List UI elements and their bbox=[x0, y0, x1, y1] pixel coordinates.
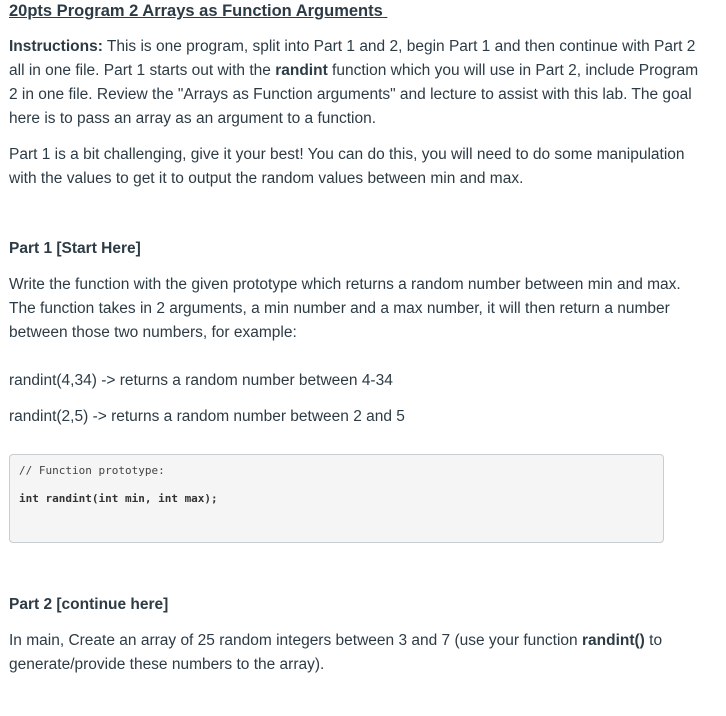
part1-description: Write the function with the given prototype which returns a random number between min and max. The function takes in 2 arguments, a min number and a max number, it will then return a number between those two numbers, for example: bbox=[9, 276, 681, 341]
example-line-1: randint(4,34) -> returns a random number between 4-34 bbox=[9, 372, 393, 389]
part1-heading: Part 1 [Start Here] bbox=[9, 240, 141, 257]
page-title-text: 20pts Program 2 Arrays as Function Arguments bbox=[9, 2, 383, 20]
part2-description bbox=[9, 629, 699, 677]
part2-text-a: In main, Create an array of 25 random integers between 3 and 7 (use your function bbox=[9, 632, 582, 649]
part2-heading: Part 2 [continue here] bbox=[9, 596, 169, 613]
code-blank-line bbox=[19, 478, 654, 492]
challenge-paragraph: Part 1 is a bit challenging, give it your best! You can do this, you will need to do some manipulation with the values to get it to output the random values between min and max. bbox=[9, 146, 685, 187]
part2-text-b: to generate/provide these numbers to the array). bbox=[9, 632, 663, 673]
instructions-keyword: randint bbox=[275, 62, 328, 79]
instructions-text-a: This is one program, split into Part 1 and 2, begin Part 1 and then continue with Part 2 all in one file. Part 1 starts out with the bbox=[9, 38, 696, 79]
instructions-text-b: function which you will use in Part 2, include Program 2 in one file. Review the "Arrays as Function arguments" and lecture to assist with this lab. The goal here is to pass an array as an argument to a function. bbox=[9, 62, 699, 127]
code-block bbox=[9, 454, 664, 543]
code-comment: // Function prototype: bbox=[19, 464, 165, 477]
code-prototype: int randint(int min, int max); bbox=[19, 492, 218, 505]
example-line-2: randint(2,5) -> returns a random number between 2 and 5 bbox=[9, 408, 405, 425]
instructions-paragraph bbox=[9, 35, 699, 131]
instructions-label: Instructions: bbox=[9, 38, 103, 55]
page-title bbox=[9, 0, 699, 22]
part2-keyword: randint() bbox=[581, 632, 645, 649]
